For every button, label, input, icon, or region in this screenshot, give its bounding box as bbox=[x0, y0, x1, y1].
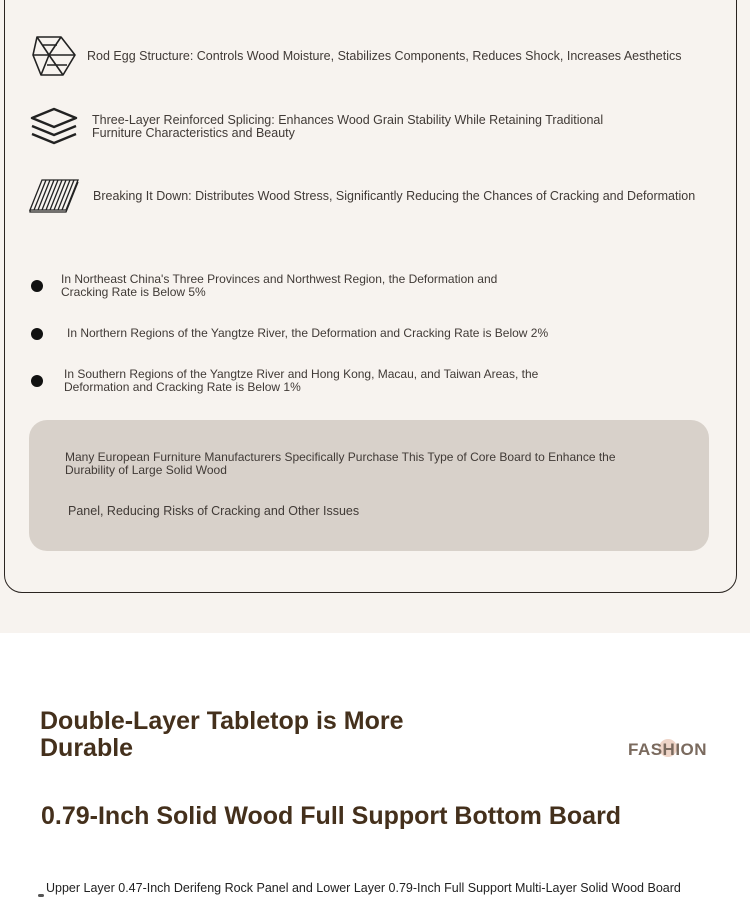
feature-text: Three-Layer Reinforced Splicing: Enhances Wood Grain Stability While Retaining Traditional Furniture Characteristics and Beauty bbox=[92, 113, 604, 140]
stacked-layers-icon bbox=[27, 102, 81, 152]
feature-row-breaking-down bbox=[27, 171, 713, 221]
bullet-dot bbox=[31, 328, 43, 340]
bullet-item-north-yangtze bbox=[31, 327, 627, 340]
bullet-mark bbox=[38, 894, 44, 897]
callout-box bbox=[29, 420, 709, 551]
feature-text: Breaking It Down: Distributes Wood Stress, Significantly Reducing the Chances of Cracking and Deformation bbox=[93, 188, 696, 203]
bullet-dot bbox=[31, 280, 43, 292]
bullet-text: In Northern Regions of the Yangtze River, the Deformation and Cracking Rate is Below 2% bbox=[67, 326, 549, 340]
bullet-text: In Southern Regions of the Yangtze River and Hong Kong, Macau, and Taiwan Areas, the Deformation and Cracking Rate is Below 1% bbox=[64, 367, 539, 394]
callout-text-line2: Panel, Reducing Risks of Cracking and Other Issues bbox=[68, 504, 360, 518]
fashion-badge: FASHION bbox=[628, 740, 708, 759]
twisted-prism-icon bbox=[27, 31, 81, 81]
bullet-item-northeast bbox=[31, 273, 511, 299]
feature-text: Rod Egg Structure: Controls Wood Moisture, Stabilizes Components, Reduces Shock, Increases Aesthetics bbox=[87, 48, 682, 63]
feature-row-three-layer bbox=[27, 102, 652, 152]
feature-row-rod-egg bbox=[27, 31, 717, 81]
callout-text-line1: Many European Furniture Manufacturers Specifically Purchase This Type of Core Board to Enhance the Durability of Large Solid Wood bbox=[65, 450, 616, 477]
section-heading: Double-Layer Tabletop is More Durable bbox=[40, 707, 404, 762]
bullet-text: In Northeast China's Three Provinces and Northwest Region, the Deformation and Cracking Rate is Below 5% bbox=[61, 272, 498, 299]
bullet-item-south-yangtze bbox=[31, 368, 554, 394]
slatted-board-icon bbox=[27, 171, 81, 221]
section-description: Upper Layer 0.47-Inch Derifeng Rock Panel and Lower Layer 0.79-Inch Full Support Multi-Layer Solid Wood Board bbox=[46, 881, 681, 895]
bullet-dot bbox=[31, 375, 43, 387]
section-subheading: 0.79-Inch Solid Wood Full Support Bottom Board bbox=[41, 802, 622, 830]
